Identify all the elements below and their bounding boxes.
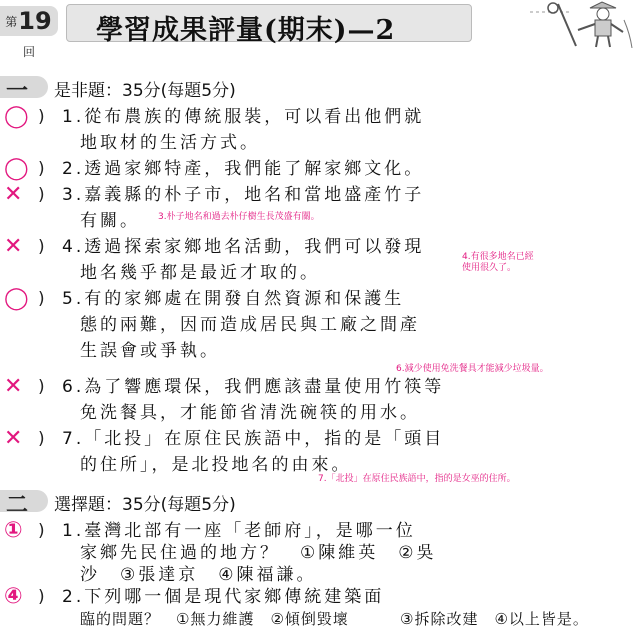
page-header: [0, 0, 640, 59]
lesson-suffix: 回: [22, 45, 35, 59]
correction-note: 7.「北投」在原住民族語中，指的是女巫的住所。: [318, 474, 516, 484]
correction-note: 4.有很多地名已經 使用很久了。: [462, 252, 534, 273]
correction-note: 6.減少使用免洗餐具才能減少垃圾量。: [396, 364, 549, 374]
question-line: 4.透過探索家鄉地名活動，我們可以發現: [62, 237, 425, 257]
section-true-false-heading: [0, 74, 360, 102]
question-line: 3.嘉義縣的朴子市，地名和當地盛產竹子: [62, 185, 425, 205]
question-line: 態的兩難，因而造成居民與工廠之間產: [80, 315, 420, 335]
lesson-number-tab: [0, 6, 58, 59]
answer-paren: ): [38, 107, 45, 127]
answer-mark: ◯: [4, 286, 29, 311]
question-line: 1.從布農族的傳統服裝，可以看出他們就: [62, 107, 425, 127]
section-title: 是非題：35分(每題5分): [54, 81, 236, 101]
correction-note: 3.朴子地名和過去朴仔樹生長茂盛有關。: [158, 212, 320, 222]
question-line: 有關。: [80, 211, 140, 231]
question-line: 1.臺灣北部有一座「老師府」，是哪一位: [62, 521, 416, 541]
section-numeral: 二: [6, 492, 29, 518]
question-line: 家鄉先民住過的地方？ ①陳維英 ②吳: [80, 543, 437, 563]
question-line: 臨的問題？ ①無力維護 ②傾倒毀壞: [80, 610, 349, 628]
question-line: 2.下列哪一個是現代家鄉傳統建築面: [62, 587, 385, 607]
answer-paren: ): [38, 587, 45, 607]
section-multiple-choice-heading: [0, 488, 360, 516]
question-line: 5.有的家鄉處在開發自然資源和保護生: [62, 289, 405, 309]
answer-paren: ): [38, 159, 45, 179]
question-line: 地取材的生活方式。: [80, 133, 260, 153]
answer-paren: ): [38, 289, 45, 309]
question-line: 7.「北投」在原住民族語中，指的是「頭目: [62, 429, 445, 449]
question-line: 2.透過家鄉特產，我們能了解家鄉文化。: [62, 159, 425, 179]
answer-mark: ✕: [4, 182, 23, 207]
answer-paren: ): [38, 429, 45, 449]
answer-paren: ): [38, 237, 45, 257]
answer-mark: ✕: [4, 426, 23, 451]
answer-mark: ④: [4, 584, 23, 609]
answer-mark: ①: [4, 518, 23, 543]
answer-mark: ◯: [4, 156, 29, 181]
question-line: 6.為了響應環保，我們應該盡量使用竹筷等: [62, 377, 445, 397]
question-line: 生誤會或爭執。: [80, 341, 220, 361]
page-title: 學習成果評量(期末)—2: [96, 15, 396, 46]
question-line: 地名幾乎都是最近才取的。: [80, 263, 320, 283]
question-line: ③拆除改建 ④以上皆是。: [400, 610, 589, 628]
question-line: 的住所」，是北投地名的由來。: [80, 455, 352, 475]
answer-mark: ✕: [4, 374, 23, 399]
section-numeral: 一: [6, 78, 29, 104]
section-title: 選擇題：35分(每題5分): [54, 495, 236, 515]
question-line: 免洗餐具，才能節省清洗碗筷的用水。: [80, 403, 420, 423]
answer-paren: ): [38, 521, 45, 541]
question-line: 沙 ③張達京 ④陳福謙。: [80, 565, 317, 585]
answer-mark: ◯: [4, 104, 29, 129]
lesson-number: 19: [18, 7, 52, 35]
farmer-illustration-icon: [528, 0, 640, 48]
lesson-prefix: 第: [5, 15, 18, 29]
answer-mark: ✕: [4, 234, 23, 259]
answer-paren: ): [38, 377, 45, 397]
answer-paren: ): [38, 185, 45, 205]
